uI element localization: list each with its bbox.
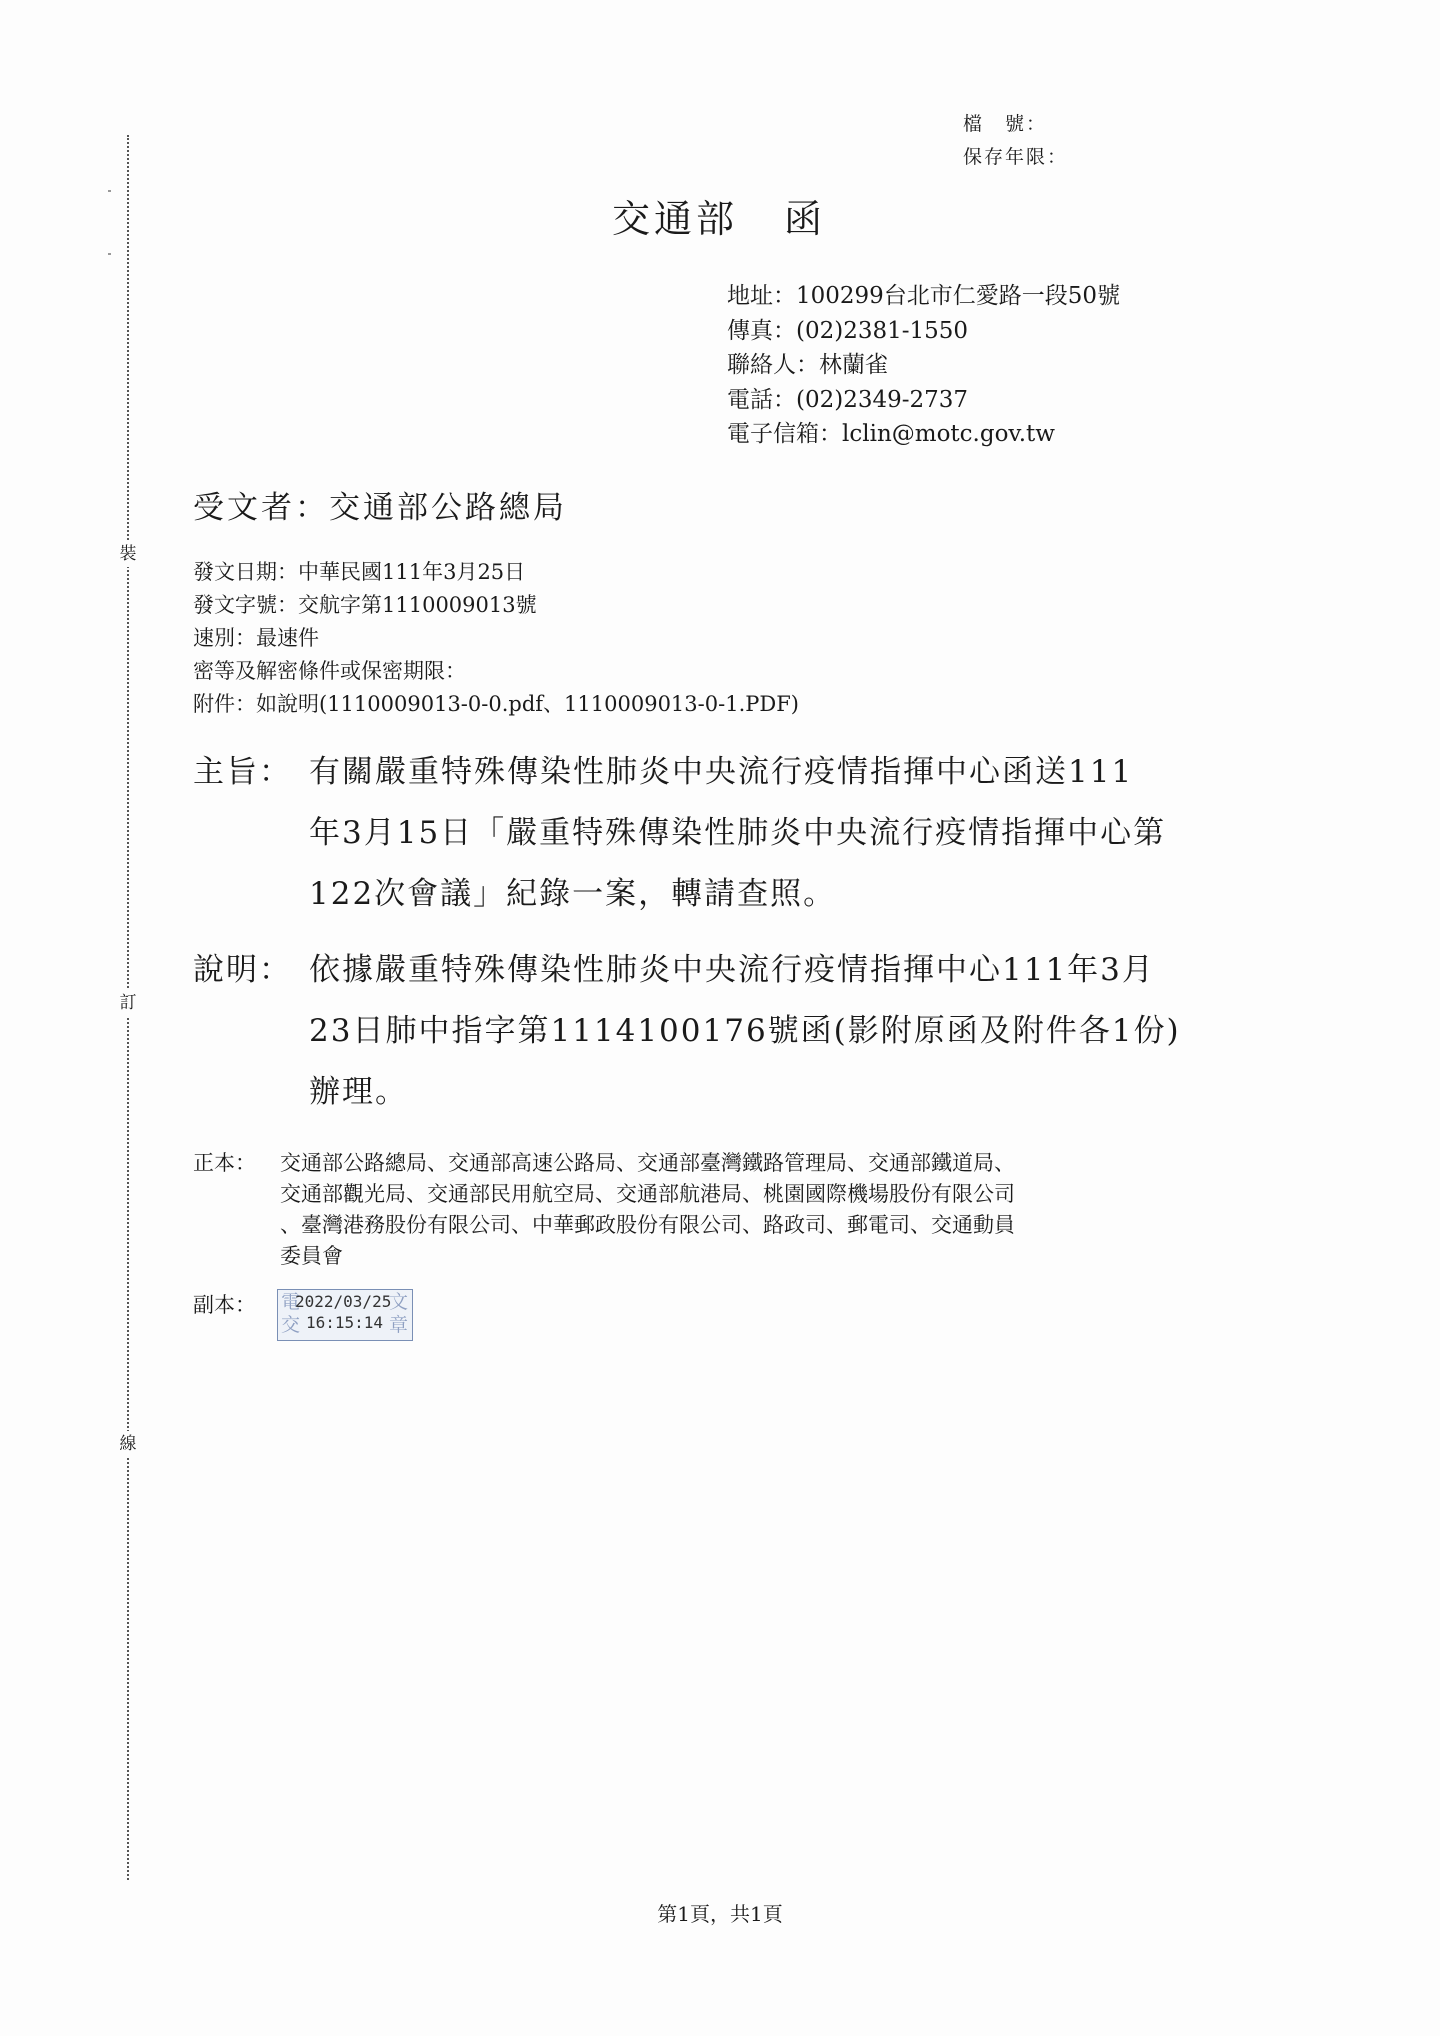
distribution-line: 、臺灣港務股份有限公司、中華郵政股份有限公司、路政司、郵電司、交通動員 (280, 1213, 1015, 1237)
subject-line: 122次會議」紀錄一案，轉請查照。 (309, 876, 837, 912)
seal-char: 電 (281, 1291, 301, 1313)
stamp-date: 2022/03/25 (295, 1292, 392, 1311)
scan-speck (108, 253, 111, 255)
description-body (309, 940, 1309, 1123)
document-title (612, 188, 826, 243)
distribution-line: 交通部公路總局、交通部高速公路局、交通部臺灣鐵路管理局、交通部鐵道局、 (280, 1151, 1015, 1175)
agency-name: 交通部 (612, 197, 739, 241)
subject-line: 有關嚴重特殊傳染性肺炎中央流行疫情指揮中心函送111 (309, 754, 1134, 790)
distribution-main (193, 1148, 1280, 1272)
description-section (193, 940, 1309, 1123)
distribution-main-body (280, 1148, 1280, 1272)
fax: 傳真：(02)2381-1550 (727, 317, 969, 344)
attachments: 附件：如說明(1110009013-0-0.pdf、1110009013-0-1.PDF) (193, 692, 799, 716)
description-line: 23日肺中指字第1114100176號函(影附原函及附件各1份) (309, 1013, 1181, 1049)
distribution-main-label: 正本： (193, 1151, 256, 1175)
seal-char: 交 (281, 1314, 301, 1336)
scan-speck (108, 190, 111, 192)
seal-char: 章 (389, 1314, 409, 1336)
speed-category: 速別：最速件 (193, 626, 319, 650)
phone: 電話：(02)2349-2737 (727, 386, 969, 413)
confidentiality: 密等及解密條件或保密期限： (193, 659, 466, 683)
retention-period-label: 保存年限： (963, 146, 1069, 168)
seal-char: 文 (389, 1291, 409, 1313)
description-label: 說明： (193, 952, 292, 988)
binding-char-xian: 線 (115, 1431, 141, 1457)
archive-number-label: 檔 號： (963, 113, 1048, 135)
subject-line: 年3月15日「嚴重特殊傳染性肺炎中央流行疫情指揮中心第 (309, 815, 1167, 851)
subject-label: 主旨： (193, 754, 292, 790)
contact-person: 聯絡人：林蘭雀 (727, 352, 888, 378)
document-type: 函 (784, 197, 827, 241)
electronic-seal-stamp (277, 1289, 413, 1341)
contact-block (727, 279, 1120, 452)
file-meta (963, 108, 1068, 174)
binding-char-ding: 訂 (115, 990, 141, 1016)
recipient: 受文者：交通部公路總局 (193, 490, 567, 526)
subject-section (193, 742, 1309, 925)
distribution-line: 委員會 (280, 1244, 343, 1268)
document-meta (193, 556, 799, 721)
description-line: 依據嚴重特殊傳染性肺炎中央流行疫情指揮中心111年3月 (309, 952, 1155, 988)
issue-date: 發文日期：中華民國111年3月25日 (193, 560, 526, 584)
description-line: 辦理。 (309, 1074, 408, 1110)
email: 電子信箱：lclin@motc.gov.tw (727, 421, 1055, 447)
binding-char-zhuang: 裝 (115, 541, 141, 567)
subject-body (309, 742, 1309, 925)
document-number: 發文字號：交航字第1110009013號 (193, 593, 537, 617)
address: 地址：100299台北市仁愛路一段50號 (727, 283, 1121, 309)
stamp-time: 16:15:14 (306, 1313, 384, 1332)
distribution-line: 交通部觀光局、交通部民用航空局、交通部航港局、桃園國際機場股份有限公司 (280, 1182, 1015, 1206)
page-number-footer: 第1頁，共1頁 (657, 1902, 783, 1926)
distribution-copy-label: 副本： (193, 1293, 256, 1317)
